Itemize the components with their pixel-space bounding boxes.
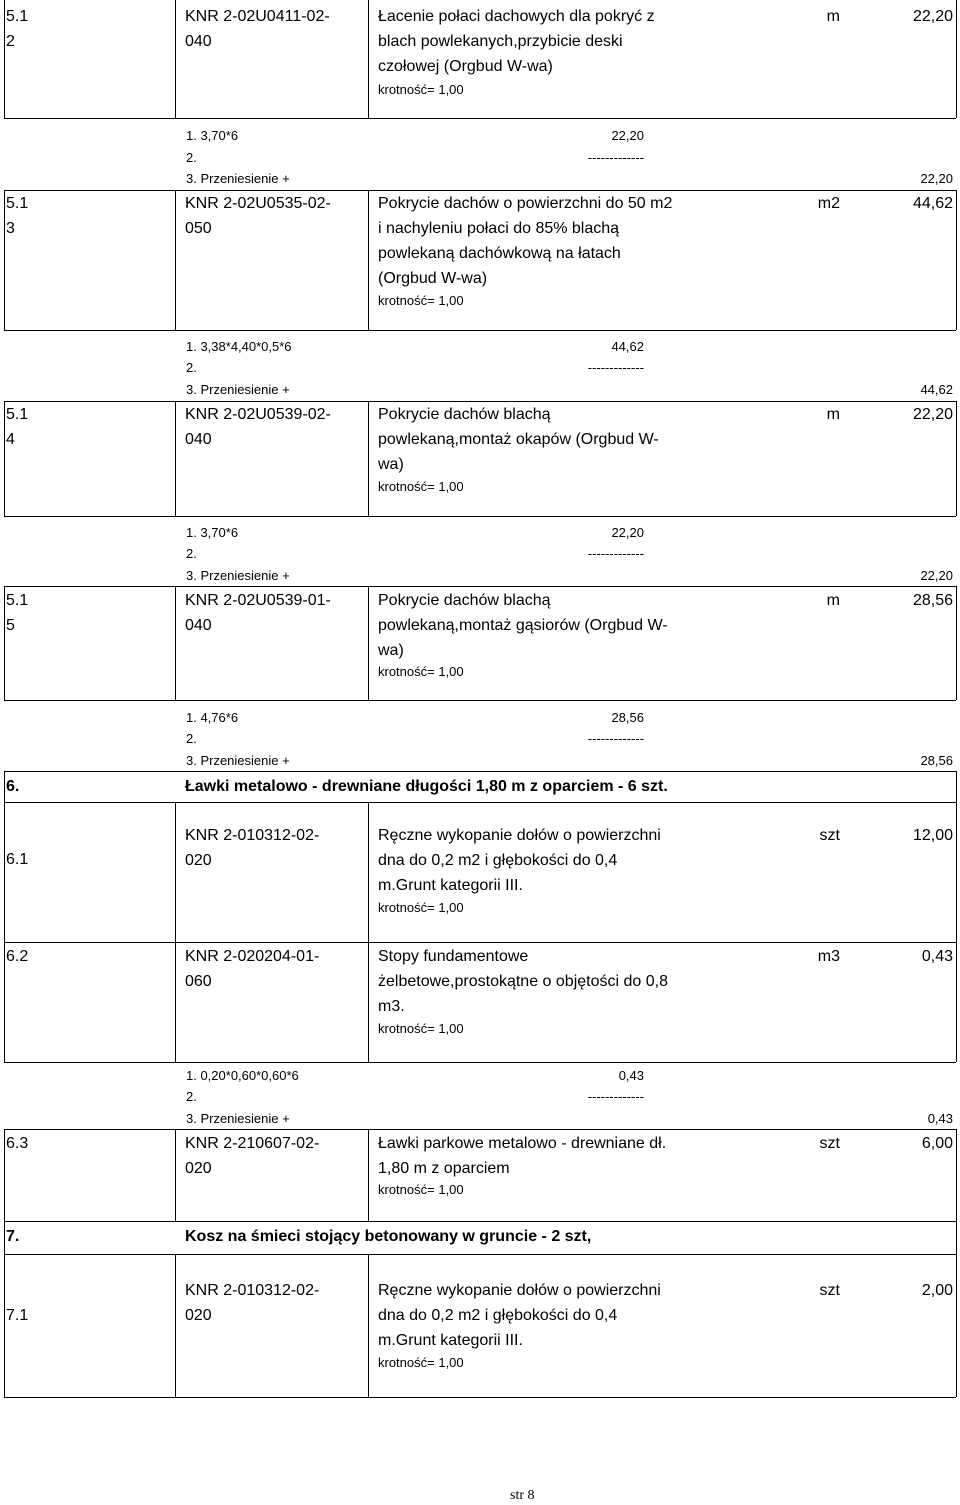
calc-line: 2. [186, 360, 197, 375]
calc-value: 44,62 [611, 339, 644, 354]
row-divider [4, 802, 956, 803]
table-border [956, 190, 957, 330]
table-border [4, 1221, 5, 1254]
item-desc: (Orgbud W-wa) [378, 270, 488, 287]
calc-value: 0,43 [618, 1068, 644, 1083]
item-krotnosc: krotność= 1,00 [378, 1182, 464, 1197]
table-border [175, 1254, 176, 1397]
row-divider [4, 1221, 956, 1222]
calc-line: 3. Przeniesienie + [186, 568, 290, 583]
table-border [956, 771, 957, 802]
table-border [4, 1129, 5, 1221]
table-border [368, 1254, 369, 1397]
table-border [175, 190, 176, 330]
section-title: Ławki metalowo - drewniane długości 1,80 m z oparciem - 6 szt. [185, 778, 668, 795]
item-code: 050 [185, 220, 212, 237]
calc-line: 1. 0,20*0,60*0,60*6 [186, 1068, 299, 1083]
table-border [4, 771, 5, 802]
calc-dash: ------------- [587, 546, 644, 561]
item-krotnosc: krotność= 1,00 [378, 479, 464, 494]
row-divider [4, 1129, 956, 1130]
item-lp: 6.2 [6, 948, 29, 965]
item-desc: czołowej (Orgbud W-wa) [378, 58, 553, 75]
item-krotnosc: krotność= 1,00 [378, 1355, 464, 1370]
table-border [175, 802, 176, 942]
item-code: KNR 2-02U0539-01- [185, 592, 331, 609]
item-desc: powlekaną,montaż gąsiorów (Orgbud W- [378, 617, 668, 634]
item-unit: m [826, 8, 840, 25]
table-border [956, 1254, 957, 1397]
item-code: KNR 2-010312-02- [185, 1282, 320, 1299]
item-qty: 0,43 [921, 948, 953, 965]
item-desc: powlekaną,montaż okapów (Orgbud W- [378, 431, 659, 448]
item-desc: Pokrycie dachów blachą [378, 592, 551, 609]
table-border [368, 190, 369, 330]
row-divider [4, 401, 956, 402]
row-divider [4, 771, 956, 772]
table-border [4, 401, 5, 516]
item-code: KNR 2-02U0411-02- [185, 8, 330, 25]
item-code: 040 [185, 33, 212, 50]
row-divider [4, 586, 956, 587]
table-border [956, 1221, 957, 1254]
table-border [956, 586, 957, 700]
row-divider [4, 700, 956, 701]
calc-line: 1. 3,70*6 [186, 128, 239, 143]
table-border [4, 586, 5, 700]
item-lp: 6.3 [6, 1135, 29, 1152]
item-qty: 22,20 [912, 406, 953, 423]
table-border [4, 190, 5, 330]
item-unit: m2 [817, 195, 840, 212]
item-desc: Pokrycie dachów blachą [378, 406, 551, 423]
table-border [956, 401, 957, 516]
table-border [175, 586, 176, 700]
table-border [175, 1129, 176, 1221]
table-border [175, 401, 176, 516]
item-desc: i nachyleniu połaci do 85% blachą [378, 220, 620, 237]
item-unit: szt [819, 1135, 840, 1152]
item-lp: 5.1 [6, 8, 29, 25]
item-lp: 6.1 [6, 851, 29, 868]
item-qty: 22,20 [912, 8, 953, 25]
item-krotnosc: krotność= 1,00 [378, 664, 464, 679]
calc-dash: ------------- [587, 731, 644, 746]
table-border [175, 0, 176, 118]
row-divider [4, 1062, 956, 1063]
item-desc: Stopy fundamentowe [378, 948, 529, 965]
item-code: 040 [185, 431, 212, 448]
table-border [368, 942, 369, 1062]
calc-line: 2. [186, 546, 197, 561]
row-divider [4, 118, 956, 119]
item-unit: m3 [817, 948, 840, 965]
item-lp: 7.1 [6, 1307, 29, 1324]
item-desc: wa) [378, 456, 404, 473]
item-desc: 1,80 m z oparciem [378, 1160, 510, 1177]
calc-line: 3. Przeniesienie + [186, 1111, 290, 1126]
item-desc: Łacenie połaci dachowych dla pokryć z [378, 8, 655, 25]
calc-dash: ------------- [587, 1089, 644, 1104]
item-krotnosc: krotność= 1,00 [378, 900, 464, 915]
item-code: 060 [185, 973, 212, 990]
table-border [956, 802, 957, 942]
item-desc: Ręczne wykopanie dołów o powierzchni [378, 1282, 661, 1299]
row-divider [4, 1397, 956, 1398]
item-lp: 5 [6, 617, 15, 634]
item-lp: 5.1 [6, 592, 29, 609]
calc-value: 22,20 [920, 568, 953, 583]
row-divider [4, 516, 956, 517]
item-code: KNR 2-02U0539-02- [185, 406, 331, 423]
table-border [956, 1129, 957, 1221]
calc-dash: ------------- [587, 360, 644, 375]
item-desc: m3. [378, 998, 405, 1015]
item-qty: 28,56 [912, 592, 953, 609]
item-code: KNR 2-020204-01- [185, 948, 320, 965]
calc-line: 1. 4,76*6 [186, 710, 239, 725]
item-code: 020 [185, 852, 212, 869]
calc-line: 3. Przeniesienie + [186, 382, 290, 397]
table-border [368, 1129, 369, 1221]
item-desc: Pokrycie dachów o powierzchni do 50 m2 [378, 195, 673, 212]
calc-line: 1. 3,70*6 [186, 525, 239, 540]
calc-line: 3. Przeniesienie + [186, 753, 290, 768]
section-number: 7. [6, 1228, 20, 1245]
item-desc: Ławki parkowe metalowo - drewniane dł. [378, 1135, 667, 1152]
calc-line: 2. [186, 731, 197, 746]
item-code: 020 [185, 1307, 212, 1324]
item-desc: powlekaną dachówkową na łatach [378, 245, 621, 262]
item-desc: m.Grunt kategorii III. [378, 877, 523, 894]
item-desc: Ręczne wykopanie dołów o powierzchni [378, 827, 661, 844]
calc-line: 2. [186, 1089, 197, 1104]
calc-value: 44,62 [920, 382, 953, 397]
calc-value: 22,20 [920, 171, 953, 186]
item-code: KNR 2-02U0535-02- [185, 195, 331, 212]
row-divider [4, 1254, 956, 1255]
item-desc: żelbetowe,prostokątne o objętości do 0,8 [378, 973, 668, 990]
item-code: KNR 2-210607-02- [185, 1135, 320, 1152]
calc-dash: ------------- [587, 150, 644, 165]
item-unit: m [826, 406, 840, 423]
table-border [956, 942, 957, 1062]
calc-value: 28,56 [920, 753, 953, 768]
section-title: Kosz na śmieci stojący betonowany w gruncie - 2 szt, [185, 1228, 592, 1245]
item-desc: wa) [378, 642, 404, 659]
item-desc: dna do 0,2 m2 i głębokości do 0,4 [378, 1307, 618, 1324]
item-krotnosc: krotność= 1,00 [378, 82, 464, 97]
row-divider [4, 942, 956, 943]
item-unit: szt [819, 1282, 840, 1299]
item-lp: 2 [6, 33, 15, 50]
calc-value: 22,20 [611, 525, 644, 540]
item-qty: 6,00 [921, 1135, 953, 1152]
table-border [956, 0, 957, 118]
calc-line: 1. 3,38*4,40*0,5*6 [186, 339, 292, 354]
item-qty: 44,62 [912, 195, 953, 212]
item-unit: szt [819, 827, 840, 844]
item-unit: m [826, 592, 840, 609]
page-number: str 8 [510, 1488, 535, 1503]
table-border [368, 802, 369, 942]
table-border [368, 586, 369, 700]
calc-value: 22,20 [611, 128, 644, 143]
item-desc: blach powlekanych,przybicie deski [378, 33, 623, 50]
row-divider [4, 190, 956, 191]
item-desc: dna do 0,2 m2 i głębokości do 0,4 [378, 852, 618, 869]
item-lp: 3 [6, 220, 15, 237]
table-border [175, 942, 176, 1062]
calc-line: 2. [186, 150, 197, 165]
row-divider [4, 330, 956, 331]
calc-line: 3. Przeniesienie + [186, 171, 290, 186]
calc-value: 28,56 [611, 710, 644, 725]
table-border [4, 0, 5, 118]
table-border [368, 401, 369, 516]
item-krotnosc: krotność= 1,00 [378, 293, 464, 308]
table-border [4, 1254, 5, 1397]
table-border [4, 802, 5, 942]
item-code: 020 [185, 1160, 212, 1177]
item-krotnosc: krotność= 1,00 [378, 1021, 464, 1036]
item-lp: 5.1 [6, 406, 29, 423]
item-code: KNR 2-010312-02- [185, 827, 320, 844]
calc-value: 0,43 [927, 1111, 953, 1126]
section-number: 6. [6, 778, 20, 795]
table-border [368, 0, 369, 118]
item-lp: 5.1 [6, 195, 29, 212]
item-desc: m.Grunt kategorii III. [378, 1332, 523, 1349]
item-lp: 4 [6, 431, 15, 448]
item-code: 040 [185, 617, 212, 634]
item-qty: 12,00 [912, 827, 953, 844]
table-border [4, 942, 5, 1062]
item-qty: 2,00 [921, 1282, 953, 1299]
